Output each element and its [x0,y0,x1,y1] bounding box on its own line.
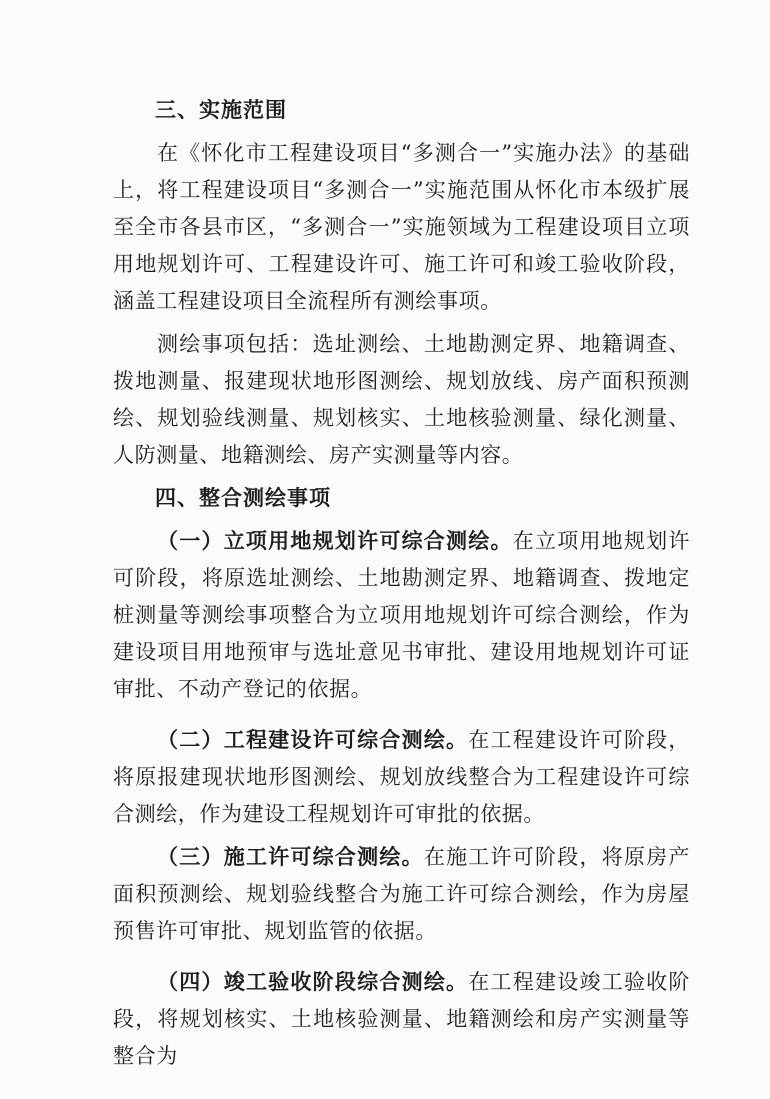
section-4-item-3-title: （三）施工许可综合测绘。 [157,845,424,869]
section-3-heading: 三、实施范围 [155,98,287,122]
section-4-item-1-title: （一）立项用地规划许可综合测绘。 [157,529,513,553]
section-4-item-4-title: （四）竣工验收阶段综合测绘。 [157,970,469,994]
section-4-item-1-body: 在立项用地规划许可阶段，将原选址测绘、土地勘测定界、地籍调查、拨地定桩测量等测绘事项整合为立项用地规划许可综合测绘，作为建设项目用地预审与选址意见书审批、建设用地规划许可证审批、不动产登记的依据。 [113,529,690,701]
section-4-item-4 [113,964,690,1075]
section-4-item-1 [113,523,690,708]
section-4-item-3 [113,839,690,950]
section-4-item-2 [113,722,690,833]
section-3-paragraph-2: 测绘事项包括：选址测绘、土地勘测定界、地籍调查、拨地测量、报建现状地形图测绘、规划放线、房产面积预测绘、规划验线测量、规划核实、土地核验测量、绿化测量、人防测量、地籍测绘、房产实测量等内容。 [113,332,690,467]
section-4-item-3-body: 在施工许可阶段，将原房产面积预测绘、规划验线整合为施工许可综合测绘，作为房屋预售许可审批、规划监管的依据。 [113,845,691,943]
section-4-item-2-body: 在工程建设许可阶段，将原报建现状地形图测绘、规划放线整合为工程建设许可综合测绘，作为建设工程规划许可审批的依据。 [113,728,691,826]
section-4-item-4-body: 在工程建设竣工验收阶段，将规划核实、土地核验测量、地籍测绘和房产实测量等整合为 [113,970,691,1068]
section-4-heading: 四、整合测绘事项 [155,486,331,510]
section-3-paragraph-1: 在《怀化市工程建设项目“多测合一”实施办法》的基础上，将工程建设项目“多测合一”实施范围从怀化市本级扩展至全市各县市区，“多测合一”实施领域为工程建设项目立项用地规划许可、工程建设许可、施工许可和竣工验收阶段，涵盖工程建设项目全流程所有测绘事项。 [113,141,690,313]
section-4-item-2-title: （二）工程建设许可综合测绘。 [157,728,469,752]
